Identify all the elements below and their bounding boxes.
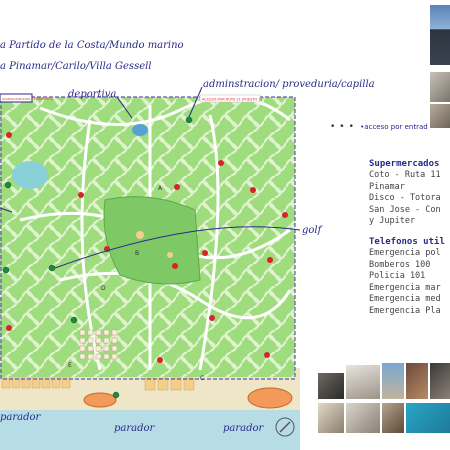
gallery-photo bbox=[406, 363, 428, 399]
label-administracion: adminstracion/ proveduria/capilla bbox=[203, 79, 375, 90]
supermarkets-section bbox=[369, 158, 450, 228]
phone-line: Emergencia med bbox=[369, 294, 441, 304]
legend-dots: ••• bbox=[330, 122, 358, 132]
gallery-photo bbox=[318, 403, 344, 433]
marker-green bbox=[186, 117, 192, 123]
supermarket-line: Pinamar bbox=[369, 181, 405, 192]
marker-green bbox=[5, 182, 11, 188]
photo-house-exterior bbox=[430, 5, 450, 65]
golf-course bbox=[104, 197, 200, 284]
marker-red bbox=[174, 184, 180, 190]
gallery-photo bbox=[346, 365, 380, 399]
map-letter-e: E bbox=[68, 362, 72, 369]
label-deportiva: deportiva bbox=[68, 89, 117, 100]
marker-red bbox=[6, 132, 12, 138]
phones-title: Telefonos util bbox=[369, 237, 445, 247]
phone-line: Policia 101 bbox=[369, 271, 426, 281]
lake bbox=[132, 124, 148, 136]
marker-red bbox=[209, 315, 215, 321]
lake bbox=[12, 161, 48, 189]
marker-red bbox=[157, 357, 163, 363]
marker-green bbox=[71, 317, 77, 323]
phone-line: Bomberos 100 bbox=[369, 259, 431, 270]
gallery-photo bbox=[382, 403, 404, 433]
marker-red bbox=[250, 187, 256, 193]
photo-interior bbox=[430, 72, 450, 102]
label-route-pinamar: a Pinamar/Carilo/Villa Gessell bbox=[0, 61, 152, 72]
marker-red bbox=[78, 192, 84, 198]
marker-red bbox=[264, 352, 270, 358]
parador-building bbox=[84, 393, 116, 407]
phone-line: Emergencia pol bbox=[369, 248, 441, 258]
golf-hole bbox=[167, 252, 173, 258]
label-parador-right: parador bbox=[223, 423, 264, 434]
supermarket-line: Coto - Ruta 11 bbox=[369, 170, 441, 180]
photo-interior bbox=[430, 104, 450, 128]
map-letter-c: C bbox=[200, 375, 205, 382]
gallery-photo bbox=[346, 403, 380, 433]
supermarket-line: San Jose - Con bbox=[369, 204, 441, 215]
marker-red bbox=[202, 250, 208, 256]
supermarkets-title: Supermercados bbox=[369, 159, 440, 169]
label-parador-left: parador bbox=[0, 412, 41, 423]
gallery-photo-pool bbox=[406, 403, 450, 433]
access-banner-left-text: ACCESO POR RUTA 11 (PUESTO 2) bbox=[2, 97, 54, 101]
phones-section bbox=[369, 236, 450, 317]
phone-line: Emergencia mar bbox=[369, 282, 441, 293]
label-route-partido-costa: a Partido de la Costa/Mundo marino bbox=[0, 40, 184, 51]
gallery-photo bbox=[430, 363, 450, 399]
golf-hole bbox=[136, 231, 144, 239]
map-letter-b: B bbox=[135, 250, 140, 257]
gallery-photo bbox=[382, 363, 404, 399]
marker-red bbox=[218, 160, 224, 166]
marker-red bbox=[282, 212, 288, 218]
access-banner-right-text: ACCESO POR RUTA 11 (PUESTO 1) bbox=[202, 97, 262, 102]
marker-red bbox=[172, 263, 178, 269]
map-letter-a: A bbox=[158, 185, 163, 192]
parador-building bbox=[248, 388, 292, 408]
label-golf: golf bbox=[302, 225, 322, 236]
label-parador-middle: parador bbox=[114, 423, 155, 434]
marker-red bbox=[6, 325, 12, 331]
legend-text: •acceso por entrad bbox=[360, 123, 428, 131]
photo-gallery bbox=[318, 363, 450, 436]
map-letter-d: D bbox=[101, 285, 106, 292]
supermarket-line: Disco - Totora bbox=[369, 193, 441, 203]
marker-green bbox=[113, 392, 119, 398]
marker-green bbox=[49, 265, 55, 271]
supermarket-line: y Jupiter bbox=[369, 216, 416, 226]
gallery-photo bbox=[318, 373, 344, 399]
marker-red bbox=[267, 257, 273, 263]
phone-line: Emergencia Pla bbox=[369, 305, 441, 316]
access-legend bbox=[330, 122, 428, 132]
marker-green bbox=[3, 267, 9, 273]
